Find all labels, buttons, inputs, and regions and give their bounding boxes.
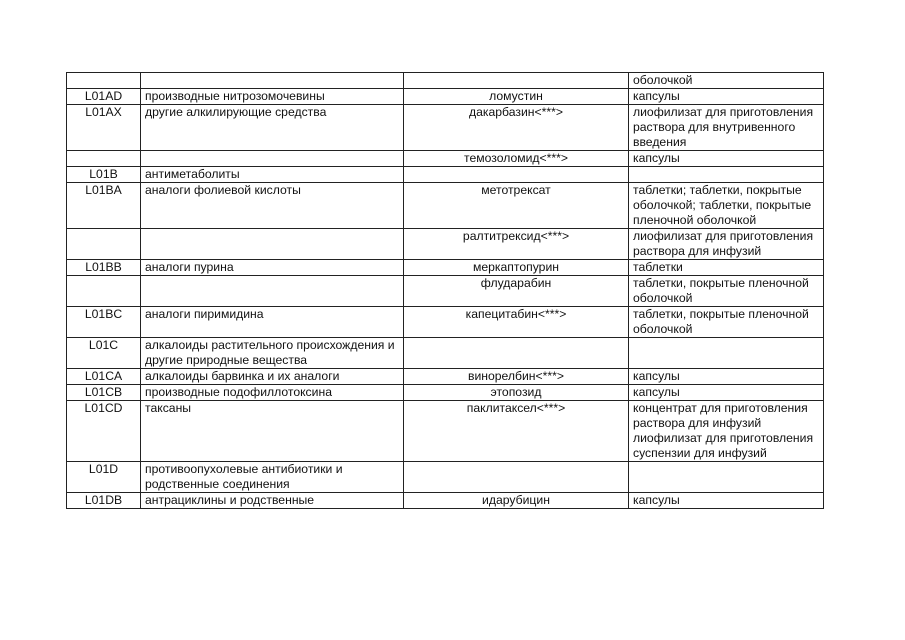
drug-name-cell: капецитабин<***> (404, 307, 629, 338)
drug-name-cell: паклитаксел<***> (404, 401, 629, 462)
group-cell: производные нитрозомочевины (141, 89, 404, 105)
group-cell: аналоги пиримидина (141, 307, 404, 338)
table-row (67, 307, 824, 338)
atc-code-cell: L01BC (67, 307, 141, 338)
drug-name-cell: ралтитрексид<***> (404, 229, 629, 260)
atc-code-cell (67, 151, 141, 167)
dosage-form-cell (629, 462, 824, 493)
dosage-form-cell: капсулы (629, 493, 824, 509)
atc-code-cell: L01CA (67, 369, 141, 385)
dosage-form-cell: таблетки, покрытые пленочной оболочкой (629, 276, 824, 307)
group-cell: другие алкилирующие средства (141, 105, 404, 151)
drug-name-cell (404, 73, 629, 89)
atc-code-cell: L01DB (67, 493, 141, 509)
table-row (67, 276, 824, 307)
dosage-form-cell (629, 338, 824, 369)
table-row (67, 401, 824, 462)
drug-name-cell: этопозид (404, 385, 629, 401)
group-cell: алкалоиды растительного происхождения и другие природные вещества (141, 338, 404, 369)
table-row (67, 167, 824, 183)
atc-code-cell: L01BA (67, 183, 141, 229)
drug-name-cell (404, 462, 629, 493)
table-row (67, 493, 824, 509)
group-cell (141, 229, 404, 260)
group-cell (141, 151, 404, 167)
group-cell: таксаны (141, 401, 404, 462)
dosage-form-cell: оболочкой (629, 73, 824, 89)
atc-code-cell: L01CD (67, 401, 141, 462)
table-row (67, 260, 824, 276)
atc-code-cell: L01C (67, 338, 141, 369)
group-cell: противоопухолевые антибиотики и родственные соединения (141, 462, 404, 493)
atc-code-cell (67, 229, 141, 260)
group-cell (141, 276, 404, 307)
dosage-form-cell: капсулы (629, 89, 824, 105)
atc-code-cell: L01B (67, 167, 141, 183)
group-cell (141, 73, 404, 89)
dosage-form-cell: таблетки (629, 260, 824, 276)
table-row (67, 151, 824, 167)
drug-classification-table (66, 72, 824, 509)
dosage-form-cell: концентрат для приготовления раствора для инфузий лиофилизат для приготовления суспензии для инфузий (629, 401, 824, 462)
drug-name-cell: ломустин (404, 89, 629, 105)
dosage-form-cell: капсулы (629, 369, 824, 385)
atc-code-cell (67, 73, 141, 89)
group-cell: аналоги фолиевой кислоты (141, 183, 404, 229)
table-row (67, 338, 824, 369)
dosage-form-cell: капсулы (629, 385, 824, 401)
group-cell: аналоги пурина (141, 260, 404, 276)
dosage-form-cell: лиофилизат для приготовления раствора для инфузий (629, 229, 824, 260)
group-cell: антиметаболиты (141, 167, 404, 183)
drug-name-cell: идарубицин (404, 493, 629, 509)
table-row (67, 229, 824, 260)
atc-code-cell: L01AD (67, 89, 141, 105)
dosage-form-cell: лиофилизат для приготовления раствора для внутривенного введения (629, 105, 824, 151)
dosage-form-cell: таблетки, покрытые пленочной оболочкой (629, 307, 824, 338)
drug-name-cell: дакарбазин<***> (404, 105, 629, 151)
drug-name-cell: метотрексат (404, 183, 629, 229)
dosage-form-cell (629, 167, 824, 183)
drug-name-cell: флударабин (404, 276, 629, 307)
group-cell: алкалоиды барвинка и их аналоги (141, 369, 404, 385)
atc-code-cell: L01D (67, 462, 141, 493)
group-cell: антрациклины и родственные (141, 493, 404, 509)
atc-code-cell: L01BB (67, 260, 141, 276)
atc-code-cell (67, 276, 141, 307)
drug-name-cell: винорелбин<***> (404, 369, 629, 385)
table-row (67, 183, 824, 229)
drug-name-cell (404, 338, 629, 369)
table-row (67, 385, 824, 401)
dosage-form-cell: таблетки; таблетки, покрытые оболочкой; таблетки, покрытые пленочной оболочкой (629, 183, 824, 229)
atc-code-cell: L01AX (67, 105, 141, 151)
drug-name-cell: меркаптопурин (404, 260, 629, 276)
table-row (67, 105, 824, 151)
atc-code-cell: L01CB (67, 385, 141, 401)
drug-name-cell: темозоломид<***> (404, 151, 629, 167)
table-row (67, 369, 824, 385)
table-row (67, 89, 824, 105)
table-row (67, 73, 824, 89)
group-cell: производные подофиллотоксина (141, 385, 404, 401)
drug-name-cell (404, 167, 629, 183)
table-row (67, 462, 824, 493)
dosage-form-cell: капсулы (629, 151, 824, 167)
